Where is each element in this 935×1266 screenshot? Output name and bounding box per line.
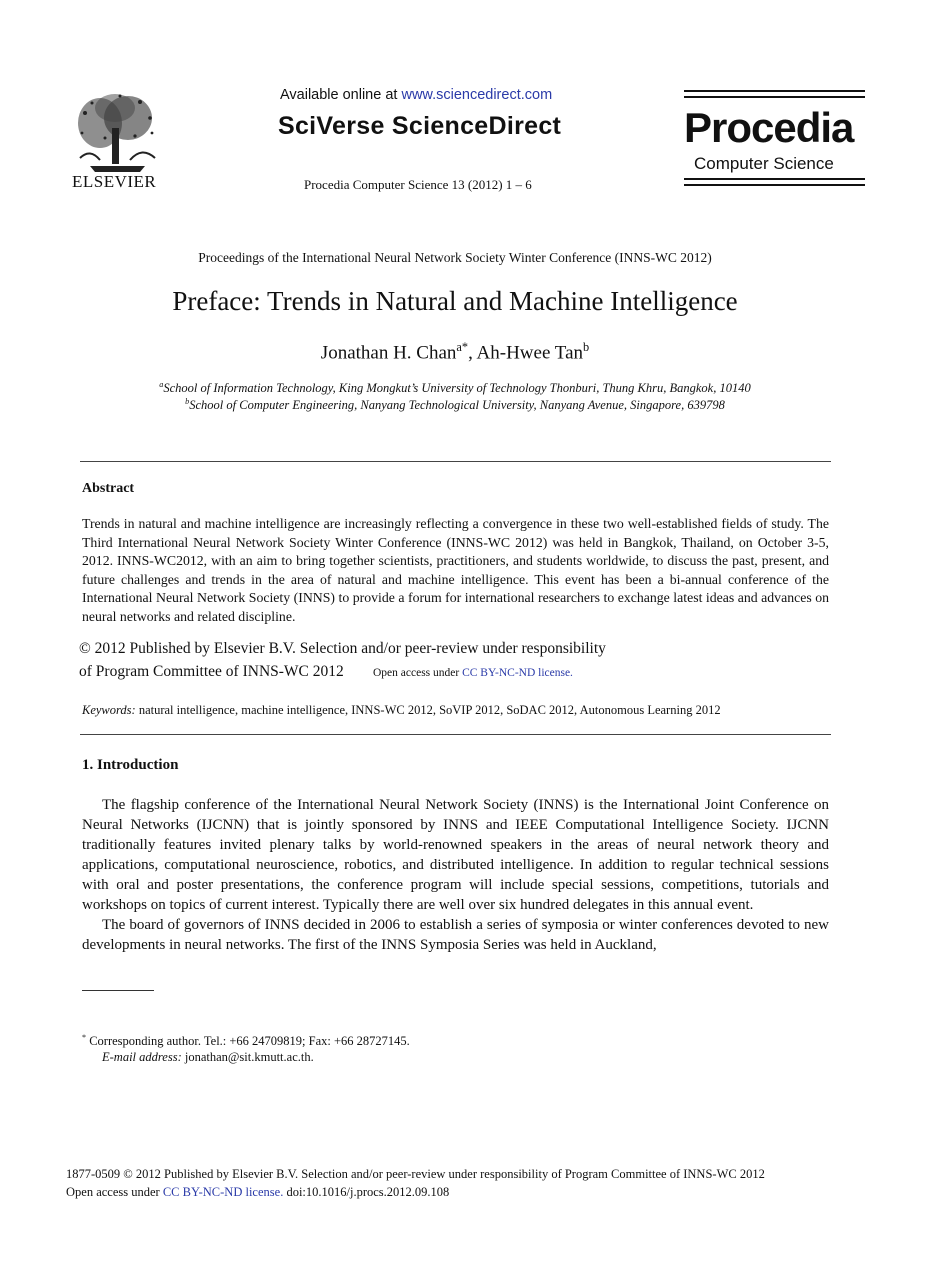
- sciverse-sciencedirect-logo: SciVerse ScienceDirect: [278, 112, 562, 140]
- section-heading: 1. Introduction: [82, 757, 179, 773]
- author-marker: b: [583, 340, 590, 354]
- keywords-list: natural intelligence, machine intelligence, INNS-WC 2012, SoVIP 2012, SoDAC 2012, Autonomous Learning 2012: [135, 703, 721, 717]
- author-name: Jonathan H. Chan: [320, 342, 457, 364]
- procedia-title: Procedia: [684, 104, 854, 151]
- abstract-body: Trends in natural and machine intelligence are increasingly reflecting a convergence in these two well-established fields of study. The Third International Neural Network Society Winter Conference (INNS-WC 2012) was held in Bangkok, Thailand, on October 3-5, 2012. INNS-WC2012, with an aim to bring together scientists, practitioners, and students worldwide, to discuss the past, present, and future challenges and trends in the area of natural and machine intelligence. This event has been a bi-annual conference of the International Neural Network Society (INNS) to provide a forum for international researchers to exchange latest ideas and advances on neural networks and related discipline.: [82, 516, 829, 624]
- abstract-bottom-rule: [80, 734, 831, 735]
- affiliation-text: School of Information Technology, King Mongkut’s University of Technology Thonburi, Thung Khru, Bangkok, 10140: [163, 381, 751, 396]
- page-title: Preface: Trends in Natural and Machine Intelligence: [172, 286, 738, 316]
- procedia-logo: [684, 90, 865, 186]
- author-name: Ah-Hwee Tan: [476, 342, 584, 364]
- license-link[interactable]: CC BY-NC-ND license.: [162, 1185, 284, 1199]
- email-address: jonathan@sit.kmutt.ac.th.: [181, 1050, 314, 1064]
- footnote-email: [102, 1050, 314, 1065]
- keywords: [82, 703, 721, 718]
- email-label: E-mail address:: [102, 1050, 182, 1064]
- footnote-rule: [82, 990, 154, 991]
- abstract-heading: Abstract: [82, 481, 135, 496]
- procedia-bottom-rule: [684, 178, 865, 180]
- paragraph: The flagship conference of the International Neural Network Society (INNS) is the International Joint Conference on Neural Networks (IJCNN) that is jointly sponsored by INNS and IEEE Computational Intelligence Society. IJCNN traditionally features invited plenary talks by world-renowned speakers in the areas of neural network theory and applications, computational neuroscience, robotics, and distributed intelligence. In addition to regular technical sessions with oral and poster presentations, the conference program will include special sessions, competitions, tutorials and workshops on topics of current interest. Typically there are well over six hundred delegates in this annual event.: [82, 797, 829, 913]
- open-access-note: [373, 667, 573, 679]
- author-marker: a*: [456, 340, 469, 354]
- affiliation-marker: b: [185, 397, 190, 406]
- open-access-prefix: Open access under: [373, 667, 463, 679]
- issn-line: 1877-0509 © 2012 Published by Elsevier B.V. Selection and/or peer-review under responsibility of Program Committee of INNS-WC 2012: [66, 1167, 765, 1181]
- license-link[interactable]: CC BY-NC-ND license.: [462, 667, 573, 679]
- procedia-top-rule: [684, 90, 865, 92]
- copyright-line-2: of Program Committee of INNS-WC 2012: [79, 663, 344, 680]
- available-prefix: Available online at: [280, 87, 402, 103]
- affiliation-b: [0, 397, 910, 413]
- copyright-line-1: © 2012 Published by Elsevier B.V. Selection and/or peer-review under responsibility: [79, 640, 606, 657]
- author-separator: ,: [468, 342, 477, 364]
- doi: doi:10.1016/j.procs.2012.09.108: [283, 1185, 450, 1199]
- procedia-top-rule-2: [684, 96, 865, 98]
- footnote-corresponding: [82, 1033, 410, 1049]
- procedia-subtitle: Computer Science: [694, 154, 834, 173]
- authors-line: [0, 340, 910, 364]
- doi-line: [66, 1185, 449, 1200]
- procedia-bottom-rule-2: [684, 184, 865, 186]
- open-access-prefix: Open access under: [66, 1185, 163, 1199]
- affiliation-marker: a: [159, 380, 164, 389]
- footnote-text: Corresponding author. Tel.: +66 24709819; Fax: +66 28727145.: [86, 1034, 410, 1049]
- proceedings-line: Proceedings of the International Neural Network Society Winter Conference (INNS-WC 2012): [198, 250, 712, 265]
- sciencedirect-link[interactable]: www.sciencedirect.com: [401, 87, 553, 103]
- journal-reference: Procedia Computer Science 13 (2012) 1 – 6: [304, 177, 532, 192]
- affiliation-text: School of Computer Engineering, Nanyang Technological University, Nanyang Avenue, Singapore, 639798: [189, 398, 725, 413]
- available-online: [280, 87, 552, 103]
- paragraph: The board of governors of INNS decided in 2006 to establish a series of symposia or winter conferences devoted to new developments in neural networks. The first of the INNS Symposia Series was held in Auckland,: [82, 917, 829, 953]
- abstract-top-rule: [80, 461, 831, 462]
- footnote-marker: *: [82, 1033, 87, 1042]
- elsevier-wordmark: ELSEVIER: [72, 172, 157, 191]
- affiliation-a: [0, 380, 910, 396]
- keywords-label: Keywords:: [82, 703, 136, 717]
- introduction-body: [82, 795, 829, 955]
